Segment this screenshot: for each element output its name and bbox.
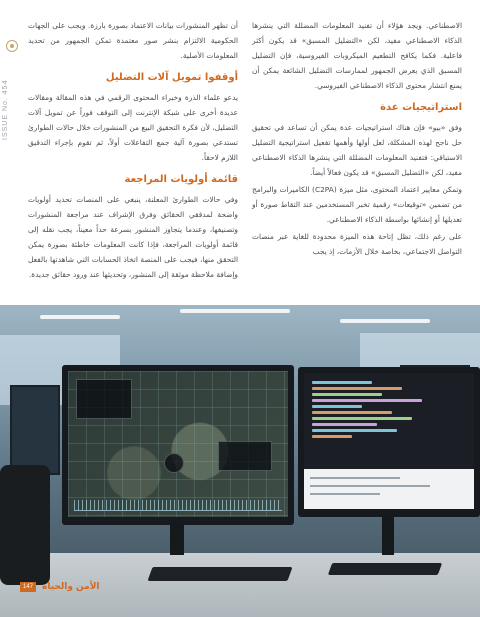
paragraph: وتمكن معايير اعتماد المحتوى، مثل ميزة (C2PA) الكاميرات والبرامج من تضمين «توقيعات» رقمية تخبر المستخدمين عند التقاط صورة أو تعديلها أو إنشائها بواسطة الذكاء الاصطناعي. [252, 185, 462, 224]
terminal-panel [304, 469, 474, 509]
code-line [312, 387, 402, 390]
code-line [312, 411, 392, 414]
info-panel [76, 379, 132, 419]
section-heading: استراتيجيات عدة [380, 102, 462, 113]
info-panel [218, 441, 272, 471]
terminal-line [310, 493, 380, 495]
section-heading: قائمة أولويات المراجعة [124, 174, 238, 185]
ceiling-light [40, 315, 120, 319]
code-line [312, 381, 372, 384]
background-screen [10, 385, 60, 475]
paragraph: يدعو علماء الذرة وخبراء المحتوى الرقمي في هذه المقالة ومقالات عديدة أخرى على شبكة الإنترنت إلى التوقف فوراً عن تمويل آلات التضليل، لأن فكرة التحقيق البيع من المنشورات خلال حالات الطوارئ تستدعي بصورة آلية جمع التفاعلات أولاً، ثم تقوم بإجراء التدقيق اللازم لاحقاً. [28, 93, 238, 162]
page-footer [20, 580, 100, 594]
terminal-line [310, 477, 400, 479]
chair [0, 465, 50, 585]
ceiling-light [180, 309, 290, 313]
control-room-photo [0, 305, 480, 617]
emblem-icon [6, 40, 18, 52]
paragraph: وفي حالات الطوارئ المعلنة، ينبغي على المنصات تحديد أولويات واضحة لمدققي الحقائق وفرق الإشراف عند مراجعة المنشورات وتصنيفها، وعندما يتجاوز المنشور بسرعة حداً معيناً، يجب نقله إلى قائمة أولويات المراجعة، فإذا كانت المعلومات خاطئة بصورة يمكن التحقق منها، فيجب على المنصة اتخاذ الحسابات التي شاهدتها بالفعل وإضافة ملاحظة موثقة إلى المنشور، وتحديثها عند ورود حقائق جديدة. [28, 195, 238, 279]
code-line [312, 423, 377, 426]
side-rail [0, 0, 24, 300]
terminal-line [310, 485, 430, 487]
magazine-title: الأمن والحياة [42, 582, 100, 592]
code-line [312, 399, 422, 402]
keyboard [147, 567, 292, 581]
paragraph: وفق «بيو» فإن هناك استراتيجيات عدة يمكن أن تساعد في تحقيق حل ناجح لهذه المشكلة، لعل أولها وأهمها تفعيل استراتيجية التضليل الاستباقي: فتفنيد المعلومات المضللة التي ينشرها الذكاء الاصطناعي مفيد، لكن «التضليل المسبق» قد يكون فعالاً أيضاً. [252, 123, 462, 177]
monitor-right-screen [304, 373, 474, 509]
code-line [312, 405, 362, 408]
monitor-left-screen [68, 371, 288, 517]
section-heading: أوقفوا تمويل آلات التضليل [105, 72, 238, 83]
target-reticle-icon [164, 453, 184, 473]
monitor-stand [382, 517, 394, 555]
article-column-right [252, 18, 462, 261]
issue-number-label: ISSUE No. 454 [2, 79, 9, 140]
article-column-left [28, 18, 238, 284]
monitor-left [62, 365, 294, 525]
waveform-graph [74, 499, 282, 511]
keyboard [328, 563, 442, 575]
code-line [312, 417, 412, 420]
paragraph: الاصطناعي. ويجد هؤلاء أن تفنيد المعلومات المضللة التي ينشرها الذكاء الاصطناعي مفيد، لكن «التضليل المسبق» قد يكون أكثر فاعلية. فكما يكافح التطعيم الميكروبات الفيروسية، فإن التضليل المسبق الذي يعرض الجمهور لممارسات التضليل الشائعة يمكن أن يمنع انتشار محتوى الذكاء الاصطناعي الفيروسي. [252, 21, 462, 90]
monitor-stand [170, 525, 184, 555]
code-line [312, 429, 397, 432]
code-line [312, 393, 382, 396]
code-line [312, 435, 352, 438]
ceiling-light [340, 319, 430, 323]
paragraph: أن تظهر المنشورات بيانات الاعتماد بصورة بارزة. ويجب على الجهات الحكومية الالتزام بنشر صور معتمدة تمكن الجمهور من تحديد المعلومات الأصلية. [28, 21, 238, 60]
monitor-right [298, 367, 480, 517]
page-number: 147 [20, 582, 36, 592]
paragraph: على رغم ذلك، تظل إتاحة هذه الميزة محدودة للغاية عبر منصات التواصل الاجتماعي، بخاصة خلال الأزمات، إذ يجب [252, 232, 462, 256]
